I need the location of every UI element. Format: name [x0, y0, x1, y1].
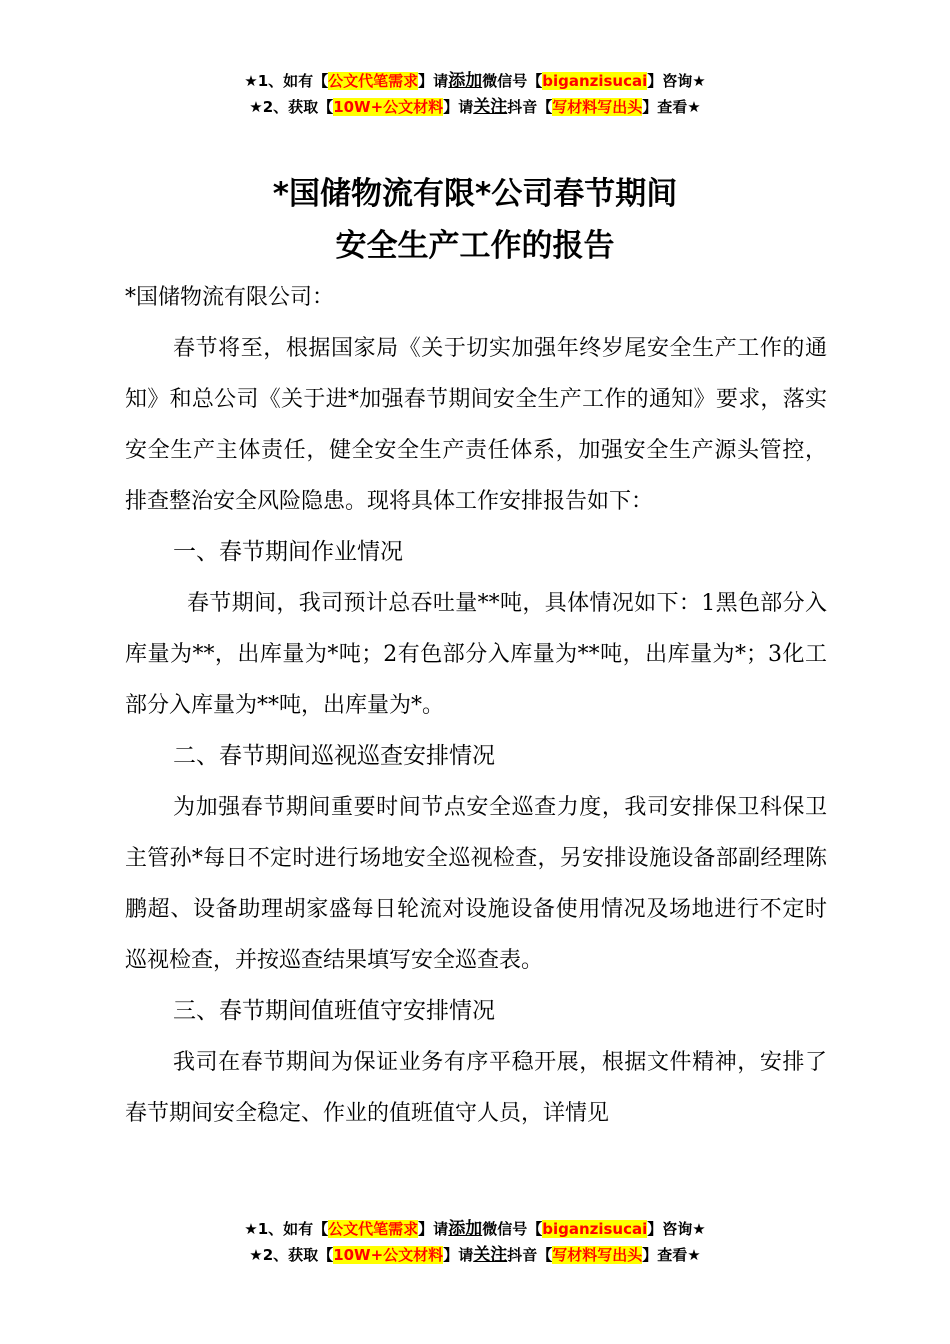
section-paragraph-1: 春节期间，我司预计总吞吐量**吨，具体情况如下：1黑色部分入库量为**，出库量为*吨；2有色部分入库量为**吨，出库量为*；3化工部分入库量为**吨，出库量为*。: [125, 591, 827, 718]
banner-highlight: 公文代笔需求: [328, 72, 419, 90]
banner-line-1: ★1、如有【公文代笔需求】请添加微信号【biganzisucai】咨询★: [244, 1219, 706, 1239]
banner-line-2: ★2、获取【10W+公文材料】请关注抖音【写材料写出头】查看★: [249, 1245, 701, 1265]
banner-highlight: 写材料写出头: [552, 98, 643, 116]
banner-highlight: 10W+公文材料: [333, 98, 444, 116]
banner-highlight: biganzisucai: [542, 72, 648, 90]
document-body: [125, 272, 827, 1139]
section-heading-2: 二、春节期间巡视巡查安排情况: [173, 743, 495, 769]
intro-paragraph: 春节将至，根据国家局《关于切实加强年终岁尾安全生产工作的通知》和总公司《关于进*加强春节期间安全生产工作的通知》要求，落实安全生产主体责任，健全安全生产责任体系，加强安全生产源头管控，排查整治安全风险隐患。现将具体工作安排报告如下：: [125, 336, 827, 514]
document-title-line-1: *国储物流有限*公司春节期间: [272, 176, 678, 212]
document-title-line-2: 安全生产工作的报告: [335, 228, 615, 264]
section-paragraph-2: 为加强春节期间重要时间节点安全巡查力度，我司安排保卫科保卫主管孙*每日不定时进行场地安全巡视检查，另安排设施设备部副经理陈鹏超、设备助理胡家盛每日轮流对设施设备使用情况及场地进行不定时巡视检查，并按巡查结果填写安全巡查表。: [125, 795, 827, 973]
banner-line-2: ★2、获取【10W+公文材料】请关注抖音【写材料写出头】查看★: [249, 97, 701, 117]
banner-line-1: ★1、如有【公文代笔需求】请添加微信号【biganzisucai】咨询★: [244, 71, 706, 91]
banner-highlight: 10W+公文材料: [333, 1246, 444, 1264]
header-banner: [0, 68, 950, 120]
section-heading-3: 三、春节期间值班值守安排情况: [173, 998, 495, 1024]
footer-banner: [0, 1216, 950, 1268]
salutation: *国储物流有限公司：: [125, 285, 335, 310]
section-paragraph-3: 我司在春节期间为保证业务有序平稳开展，根据文件精神，安排了春节期间安全稳定、作业的值班值守人员，详情见: [125, 1050, 827, 1126]
banner-highlight: biganzisucai: [542, 1220, 648, 1238]
banner-highlight: 写材料写出头: [552, 1246, 643, 1264]
banner-highlight: 公文代笔需求: [328, 1220, 419, 1238]
section-heading-1: 一、春节期间作业情况: [173, 539, 403, 565]
